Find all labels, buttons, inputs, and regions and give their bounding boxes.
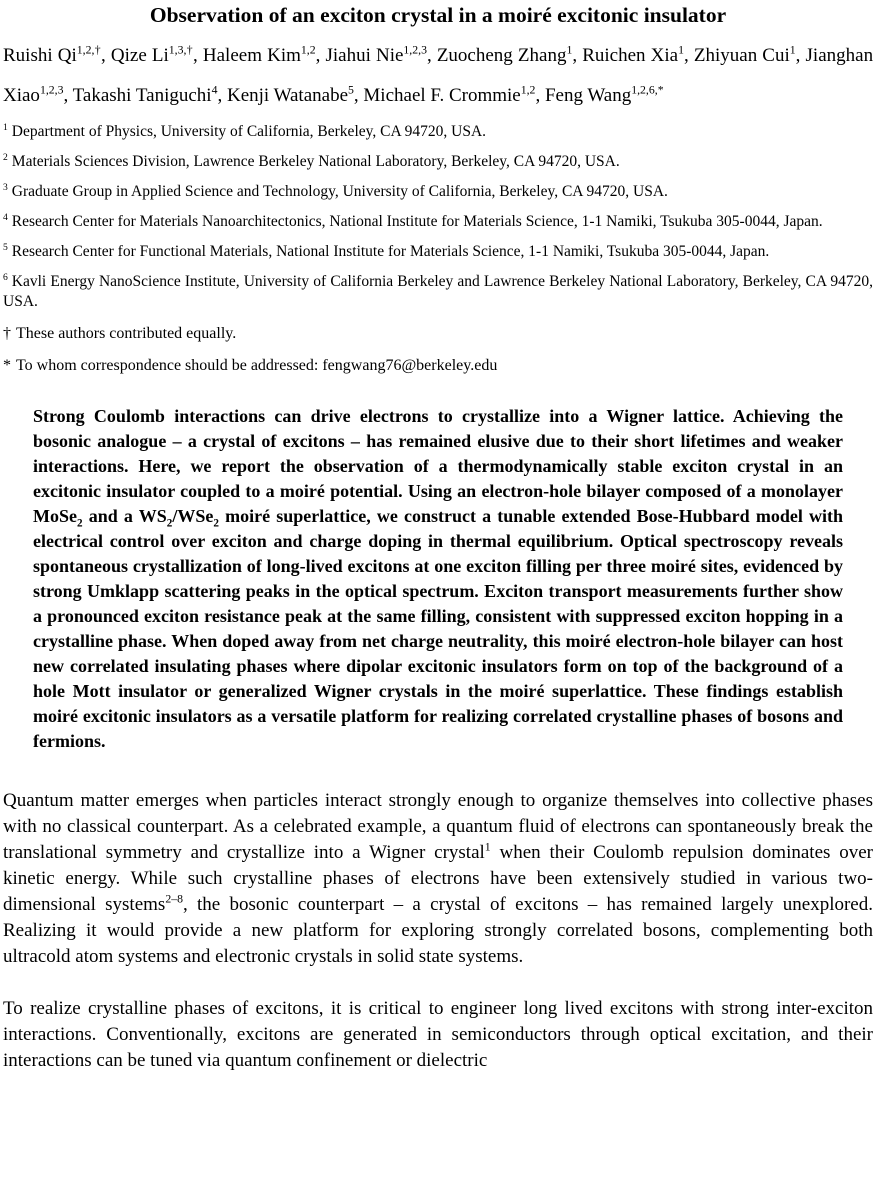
affiliation-marker: 6 xyxy=(3,271,8,283)
author-superscript: 5 xyxy=(348,83,354,97)
author-name: Jiahui Nie xyxy=(325,45,404,66)
author xyxy=(73,85,227,106)
author-name: Zuocheng Zhang xyxy=(436,45,567,66)
author xyxy=(325,45,436,66)
reference-superscript: 2–8 xyxy=(165,892,183,906)
affiliation-text: Research Center for Functional Materials, National Institute for Materials Science, 1-1 Namiki, Tsukuba 305-0044, Japan. xyxy=(11,243,770,260)
body-paragraph xyxy=(3,788,873,970)
author xyxy=(111,45,203,66)
author xyxy=(3,45,111,66)
author-separator: , xyxy=(101,45,111,66)
footnote-marker: * xyxy=(3,357,11,374)
author-list xyxy=(3,36,873,116)
body-text-segment: when their Coulomb repulsion dominates over kinetic energy. While such crystalline phases of electrons have been extensively studied in various two-dimensional systems xyxy=(3,842,873,915)
author-separator: , xyxy=(217,85,227,106)
affiliation-item xyxy=(3,242,873,262)
author-superscript: 4 xyxy=(211,83,218,97)
footnote-text: These authors contributed equally. xyxy=(16,325,237,342)
author-name: Qize Li xyxy=(110,45,169,66)
chemical-subscript: 2 xyxy=(166,517,173,530)
affiliation-marker: 4 xyxy=(3,211,8,223)
author-superscript: 1 xyxy=(789,43,796,57)
affiliation-item xyxy=(3,152,873,172)
abstract-text-segment: moiré superlattice, we construct a tunable extended Bose-Hubbard model with electrical control over exciton and charge doping in thermal equilibrium. Optical spectroscopy reveals spontaneous crystallization of long-lived excitons at one exciton filling per three moiré sites, evidenced by strong Umklapp scattering peaks in the optical spectrum. Exciton transport measurements further show a pronounced exciton resistance peak at the same filling, consistent with suppressed exciton hopping in a crystalline phase. When doped away from net charge neutrality, this moiré electron-hole bilayer can host new correlated insulating phases where dipolar excitonic insulators form on top of the background of a hole Mott insulator or generalized Wigner crystals in the moiré superlattice. These findings establish moiré excitonic insulators as a versatile platform for realizing correlated crystalline phases of bosons and fermions. xyxy=(33,506,843,751)
author-separator: , xyxy=(572,45,583,66)
affiliation-text: Materials Sciences Division, Lawrence Berkeley National Laboratory, Berkeley, CA 94720, USA. xyxy=(11,153,620,170)
author xyxy=(203,45,326,66)
author-separator: , xyxy=(684,45,694,66)
affiliation-item xyxy=(3,272,873,312)
author-separator: , xyxy=(426,45,437,66)
author-superscript: 1,3,† xyxy=(168,43,194,57)
affiliation-marker: 5 xyxy=(3,241,8,253)
author-name: Haleem Kim xyxy=(202,45,301,66)
author-superscript: 1,2,† xyxy=(76,43,102,57)
affiliation-marker: 3 xyxy=(3,181,8,193)
affiliation-item xyxy=(3,182,873,202)
body-text-segment: , the bosonic counterpart – a crystal of excitons – has remained largely unexplored. Realizing it would provide a new platform for exploring strongly correlated bosons, complementing both ultracold atom systems and electronic crystals in solid state systems. xyxy=(3,894,873,967)
affiliation-text: Department of Physics, University of California, Berkeley, CA 94720, USA. xyxy=(11,123,487,140)
chemical-subscript: 2 xyxy=(77,517,83,530)
body-text-segment: Quantum matter emerges when particles interact strongly enough to organize themselves into collective phases with no classical counterpart. As a celebrated example, a quantum fluid of electrons can spontaneously break the translational symmetry and crystallize into a Wigner crystal xyxy=(3,790,873,863)
author-superscript: 1,2 xyxy=(520,83,536,97)
author-superscript: 1,2,6,* xyxy=(631,83,664,97)
body-paragraph xyxy=(3,996,873,1074)
affiliation-text: Kavli Energy NanoScience Institute, University of California Berkeley and Lawrence Berkeley National Laboratory, Berkeley, CA 94720, USA. xyxy=(3,273,873,310)
abstract-text-segment: Strong Coulomb interactions can drive electrons to crystallize into a Wigner lattice. Achieving the bosonic analogue – a crystal of excitons – has remained elusive due to their short lifetimes and weaker interactions. Here, we report the observation of a thermodynamically stable exciton crystal in an excitonic insulator coupled to a moiré potential. Using an electron-hole bilayer composed of a monolayer MoSe xyxy=(33,406,843,526)
author-separator: , xyxy=(63,85,73,106)
author xyxy=(227,85,363,106)
footnote-text: To whom correspondence should be addressed: fengwang76@berkeley.edu xyxy=(16,357,498,374)
author-superscript: 1 xyxy=(566,43,573,57)
affiliation-marker: 2 xyxy=(3,151,8,163)
author xyxy=(694,45,806,66)
author xyxy=(437,45,582,66)
author-superscript: 1,2,3 xyxy=(403,43,427,57)
footnote-correspondence xyxy=(3,356,873,376)
author xyxy=(363,85,545,106)
author-separator: , xyxy=(795,45,806,66)
author-separator: , xyxy=(315,45,326,66)
author-name: Ruishi Qi xyxy=(3,45,77,66)
author-superscript: 1,2 xyxy=(300,43,316,57)
footnote-marker: † xyxy=(3,325,11,342)
body-text-segment: To realize crystalline phases of excitons, it is critical to engineer long lived excitons with strong inter-exciton interactions. Conventionally, excitons are generated in semiconductors through optical excitation, and their interactions can be tuned via quantum confinement or dielectric xyxy=(3,998,873,1071)
affiliation-item xyxy=(3,122,873,142)
reference-superscript: 1 xyxy=(484,840,491,854)
affiliation-list xyxy=(3,122,873,312)
author-superscript: 1 xyxy=(678,43,684,57)
author xyxy=(582,45,694,66)
author-separator: , xyxy=(535,85,545,106)
abstract-text-segment: and a WS xyxy=(82,506,167,526)
chemical-subscript: 2 xyxy=(213,517,219,530)
author-name: Takashi Taniguchi xyxy=(72,85,212,106)
abstract-text-segment: /WSe xyxy=(172,506,214,526)
affiliation-text: Research Center for Materials Nanoarchitectonics, National Institute for Materials Science, 1-1 Namiki, Tsukuba 305-0044, Japan. xyxy=(11,213,823,230)
author-name: Zhiyuan Cui xyxy=(693,45,790,66)
affiliation-item xyxy=(3,212,873,232)
author-separator: , xyxy=(353,85,364,106)
abstract xyxy=(33,404,843,754)
author-name: Kenji Watanabe xyxy=(226,85,349,106)
affiliation-text: Graduate Group in Applied Science and Technology, University of California, Berkeley, CA 94720, USA. xyxy=(11,183,668,200)
author-superscript: 1,2,3 xyxy=(39,83,64,97)
author xyxy=(545,85,664,106)
author-separator: , xyxy=(193,45,203,66)
footnote-equal-contribution xyxy=(3,324,873,344)
author-name: Feng Wang xyxy=(544,85,632,106)
page-title: Observation of an exciton crystal in a moiré excitonic insulator xyxy=(149,3,727,27)
body-section xyxy=(3,788,873,1074)
author-name: Ruichen Xia xyxy=(582,45,679,66)
author-name: Michael F. Crommie xyxy=(363,85,521,106)
author-name: Jianghan Xiao xyxy=(3,45,874,106)
affiliation-marker: 1 xyxy=(3,121,8,133)
